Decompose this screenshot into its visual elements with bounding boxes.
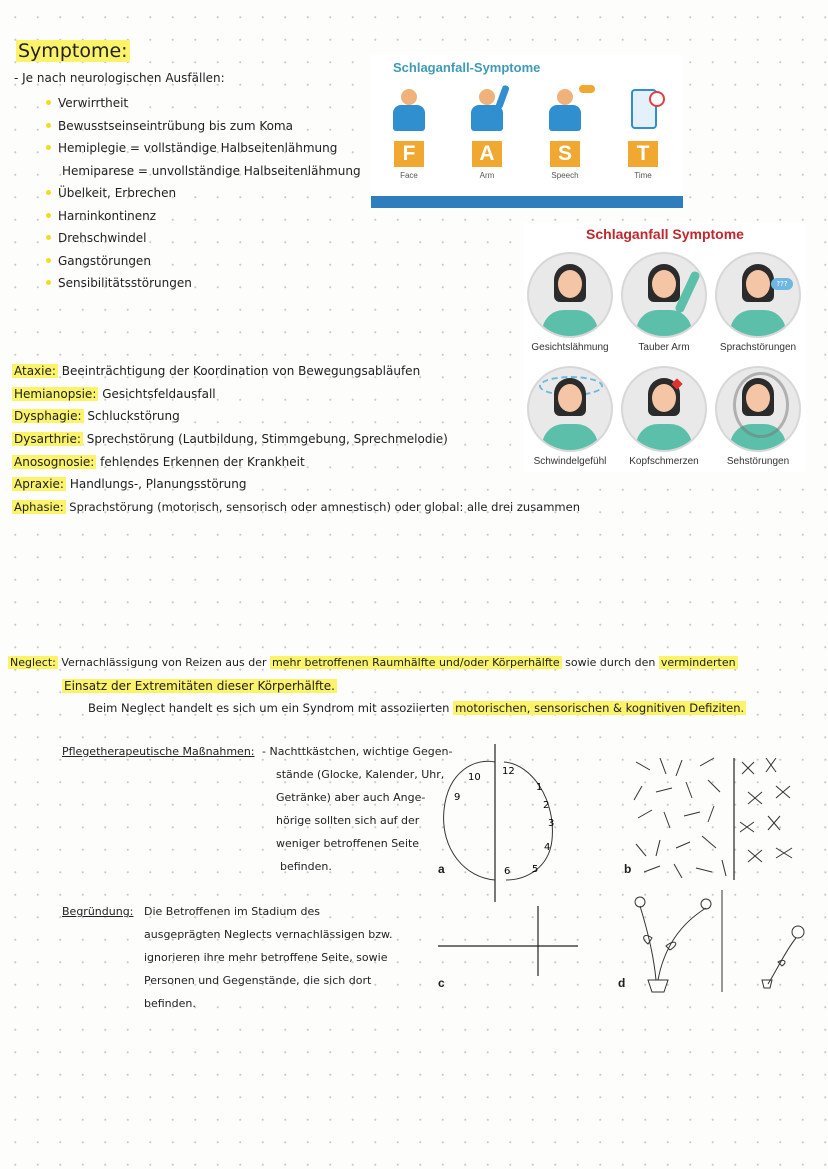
symptom-cell [524, 252, 616, 353]
symptom-caption: Sehstörungen [726, 456, 790, 467]
list-item: Verwirrtheit [46, 92, 361, 115]
neglect-term: Neglect: [10, 656, 56, 669]
neglect-highlight: motorischen, sensorischen & kognitiven Defiziten. [455, 701, 745, 715]
woman-arm-icon [621, 252, 707, 338]
fast-infographic [371, 55, 683, 208]
term-row [12, 383, 580, 406]
term: Ataxie: [14, 364, 56, 378]
symptom-caption: Schwindelgefühl [533, 456, 607, 467]
fast-letter: S [550, 141, 580, 167]
fast-title: Schlaganfall-Symptome [393, 60, 541, 75]
symptoms-title: Symptome: [18, 40, 128, 62]
woman-face-icon [527, 252, 613, 338]
neglect-highlight: verminderten [660, 656, 736, 669]
clock-number: 12 [502, 766, 515, 777]
care-line: befinden. [280, 860, 332, 873]
symptom-cell [618, 252, 710, 353]
line-cancellation-figure [630, 752, 800, 887]
clock-number: 6 [504, 866, 511, 877]
symptoms-intro: - Je nach neurologischen Ausfällen: [14, 71, 225, 85]
neglect-highlight: mehr betroffenen Raumhälfte und/oder Körperhälfte [272, 656, 560, 669]
definition: Sprechstörung (Lautbildung, Stimmgebung, Sprechmelodie) [86, 432, 448, 447]
definition: Sprachstörung (motorisch, sensorisch oder amnestisch) oder global: alle drei zusammen [69, 500, 580, 515]
fast-letter: T [628, 141, 658, 167]
fast-arm [457, 85, 517, 180]
reason-line: Die Betroffenen im Stadium des [144, 905, 320, 918]
clock-number: 5 [532, 864, 539, 875]
term: Aphasie: [14, 500, 64, 515]
symptom-caption: Gesichtslähmung [531, 342, 609, 353]
fast-footer-bar [371, 196, 683, 208]
term-row [12, 473, 580, 496]
person-icon [389, 85, 429, 137]
fast-face [379, 85, 439, 180]
fast-word: Time [634, 171, 652, 180]
term: Dysarthrie: [14, 432, 81, 447]
list-item: Hemiplegie = vollständige Halbseitenlähmung [46, 137, 361, 160]
term-row [12, 360, 580, 383]
figure-label: c [438, 976, 445, 990]
term-row [12, 428, 580, 451]
symptom-cell [712, 366, 804, 467]
neglect-text: Einsatz der Extremitäten dieser Körperhälfte. [64, 678, 335, 693]
figure-label: a [438, 862, 445, 876]
term: Anosognosie: [14, 454, 95, 469]
person-raising-arm-icon [467, 85, 507, 137]
term: Dysphagie: [14, 409, 82, 424]
clock-drawing-figure [436, 740, 596, 906]
fast-speech [535, 85, 595, 180]
symptom-caption: Tauber Arm [638, 342, 690, 353]
flower-copy-figure [618, 888, 814, 996]
term-row [12, 405, 580, 428]
term-list [12, 360, 580, 519]
list-item: Sensibilitätsstörungen [46, 272, 361, 295]
list-item: Übelkeit, Erbrechen [46, 182, 361, 205]
figure-label: b [624, 862, 632, 876]
line-bisection-figure [436, 902, 582, 978]
neglect-section [8, 652, 746, 720]
clock-number: 4 [544, 842, 551, 853]
fast-letter: A [472, 141, 502, 167]
neglect-text: sowie durch den [565, 656, 656, 669]
definition: Handlungs-, Planungsstörung [69, 477, 247, 492]
woman-vision-icon [715, 366, 801, 452]
speech-bubble: ??? [771, 278, 793, 290]
care-line: Getränke) aber auch Ange- [276, 791, 426, 804]
woman-headache-icon [621, 366, 707, 452]
list-item: Harninkontinenz [46, 205, 361, 228]
clock-number: 1 [536, 782, 543, 793]
definition: Beeinträchtigung der Koordination von Bewegungsabläufen [61, 364, 421, 378]
definition: fehlendes Erkennen der Krankheit [100, 454, 305, 469]
figure-label: d [618, 976, 626, 990]
phone-clock-icon [623, 85, 663, 137]
care-line: weniger betroffenen Seite [276, 837, 420, 850]
symptom-cell [712, 252, 804, 353]
definition: Schluckstörung [87, 409, 180, 424]
reason-line: Personen und Gegenstände, die sich dort [144, 974, 372, 987]
reason-line: ignorieren ihre mehr betroffene Seite, sowie [144, 951, 388, 964]
neglect-text: Beim Neglect handelt es sich um ein Syndrom mit assoziierten [88, 701, 450, 715]
list-item: Gangstörungen [46, 250, 361, 273]
fast-letter: F [394, 141, 424, 167]
reason-line: ausgeprägten Neglects vernachlässigen bzw. [144, 928, 393, 941]
care-line: hörige sollten sich auf der [276, 814, 420, 827]
fast-word: Speech [551, 171, 579, 180]
symptom-caption: Sprachstörungen [719, 342, 797, 353]
symptom-caption: Kopfschmerzen [629, 456, 699, 467]
fast-word: Arm [479, 171, 495, 180]
neglect-text: Vernachlässigung von Reizen aus der [61, 656, 267, 669]
term-row [12, 451, 580, 474]
clock-number: 10 [468, 772, 481, 783]
reason-text [144, 900, 392, 1015]
clock-number: 9 [454, 792, 461, 803]
care-text [262, 740, 452, 878]
reason-line: befinden. [144, 997, 196, 1010]
term: Hemianopsie: [14, 386, 97, 401]
list-item: Drehschwindel [46, 227, 361, 250]
fast-word: Face [400, 171, 418, 180]
woman-speech-icon [715, 252, 801, 338]
person-speaking-icon [545, 85, 585, 137]
symptom-grid-title: Schlaganfall Symptome [586, 226, 744, 242]
care-label: Pflegetherapeutische Maßnahmen: [62, 745, 255, 758]
clock-number: 2 [543, 800, 550, 811]
symptoms-list [46, 92, 361, 295]
symptom-cell [618, 366, 710, 467]
care-line: - Nachttkästchen, wichtige Gegen- [262, 745, 453, 758]
reason-label: Begründung: [62, 905, 134, 918]
term: Apraxie: [14, 477, 64, 492]
care-line: stände (Glocke, Kalender, Uhr, [276, 768, 445, 781]
term-row [12, 496, 580, 519]
list-item: Bewusstseinseintrübung bis zum Koma [46, 115, 361, 138]
list-item: Hemiparese = unvollständige Halbseitenlähmung [62, 163, 361, 178]
clock-number: 3 [548, 818, 555, 829]
fast-time [613, 85, 673, 180]
definition: Gesichtsfeldausfall [102, 386, 216, 401]
